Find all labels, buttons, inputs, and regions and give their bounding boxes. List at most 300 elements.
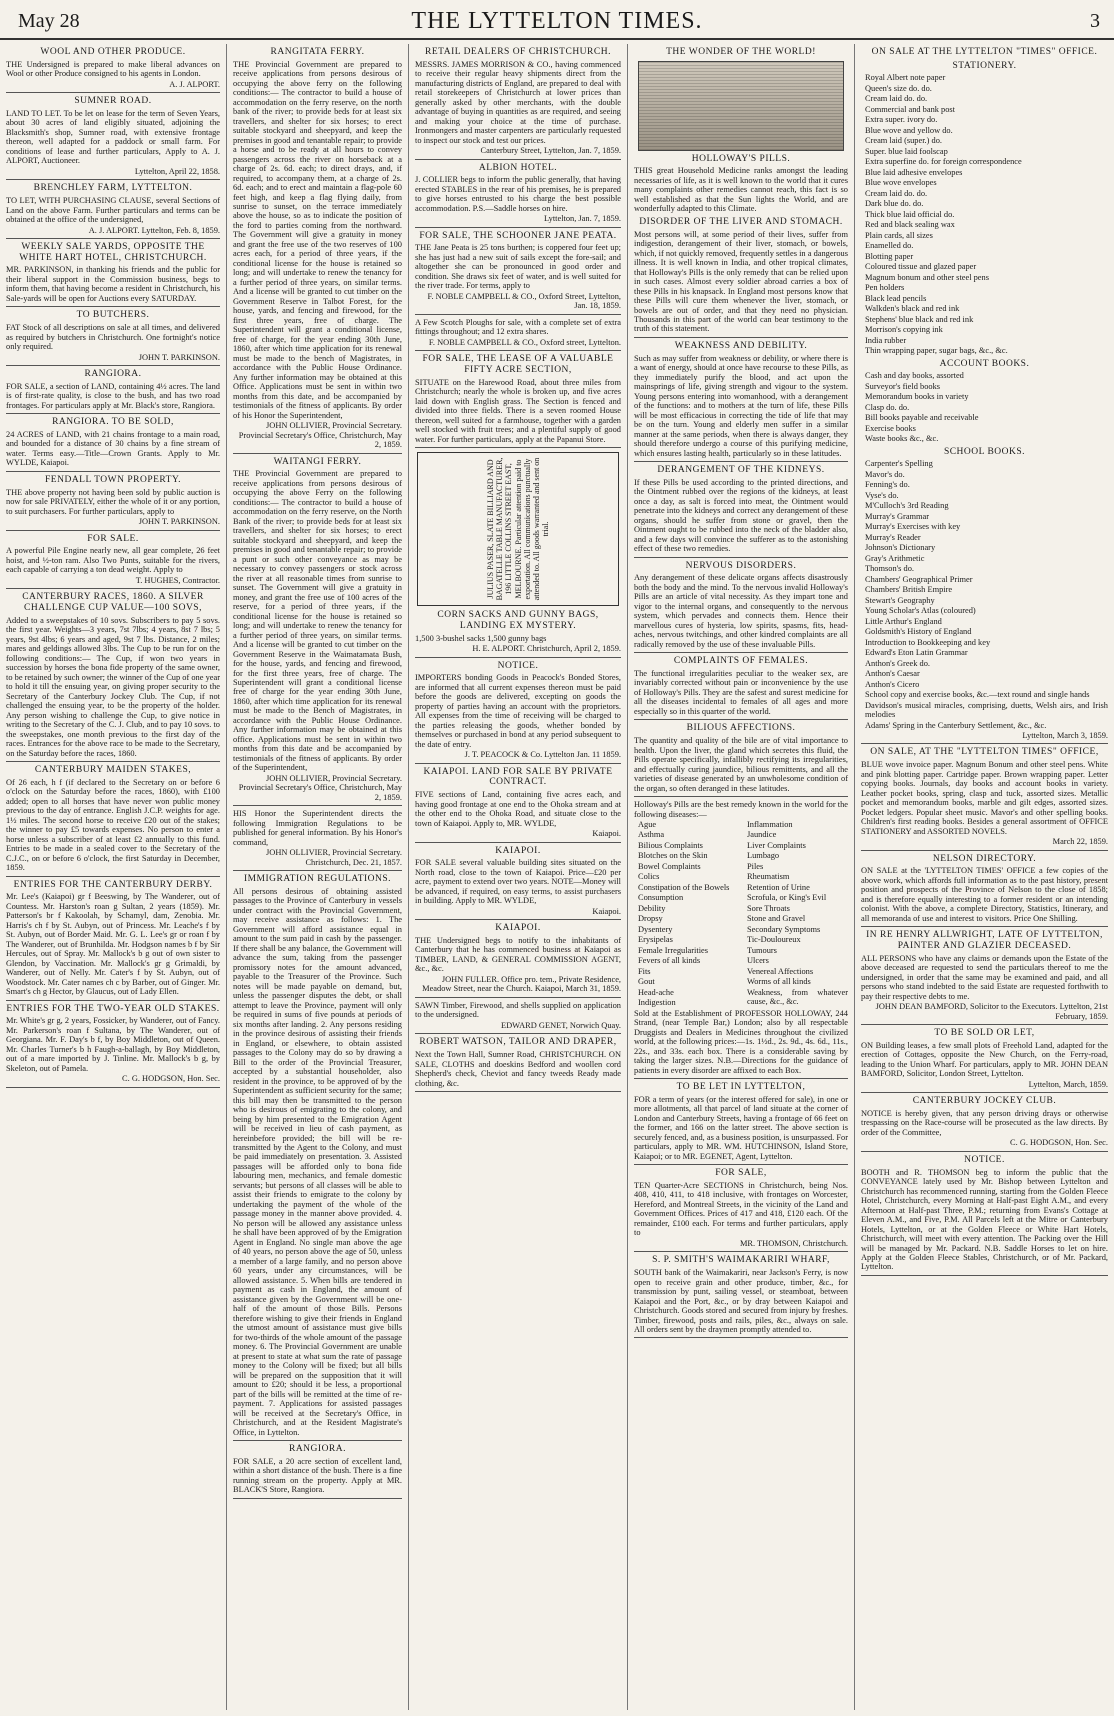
list-item: Queen's size do. do. xyxy=(865,83,932,93)
advertisement xyxy=(861,930,1108,1021)
ad-heading: CANTERBURY MAIDEN STAKES, xyxy=(34,765,192,775)
ad-body: MESSRS. JAMES MORRISON & CO., having commenced to receive their regular heavy shipments direct from the manufacturing districts of England, are prepared to deal with retail storekeepers of Christchurch at lower prices than generally asked by other merchants, with the double advantage of buying in quantities as are required, and seeing and making your choice at the time of purchase. Ironmongers and master carpenters are particularly requested to inspect our stock and test our prices. xyxy=(415,59,621,145)
rotated-advertisement xyxy=(417,452,619,606)
list-item: Chambers' British Empire xyxy=(865,585,953,595)
ad-body: SAWN Timber, Firewood, and shells supplied on application to the undersigned. xyxy=(415,1000,621,1020)
ad-body: THE Provincial Government are prepared to receive applications from persons desirous of occupying the above Ferry on the following conditions:— The contractor to build a house of accommodation on the ferry reserve, on the North Bank of the river; to provide beds for at least six travellers, and shelter for six horses; to erect suitable stockyard and sheepyard, and keep the premises in good and tenantable repair; to provide a punt or such other conveyance as may be necessary to convey passengers or stock across the river at all reasonable times from sunrise to sunset. The Government will give a gratuity in money, and grant the free use of 100 acres of the reserve, for a period of three years, if the conditional license for the house is retained so long; and will undertake to renew the tenancy for a further period of three years, on similar terms. And a license will be granted to cut timber on the Government Reserve in the Waimatamata Bush, for the house, yards, and fencing and firewood, for the first three years, free of charge. The Superintendent will grant a conditional license free of charge for the year ending 30th June, 1860, after which time application for its renewal must be made to the Bench of Magistrates, in accordance with the Public House Ordinance. Any further information may be obtained at this office. Applications must be sent in within two months from this date and be accompanied by testimonials of the fitness of applicants. By order of the Superintendent, xyxy=(233,469,402,773)
ad-signature: T. HUGHES, Contractor. xyxy=(135,575,220,585)
ad-signature: Kaiapoi. xyxy=(592,829,621,839)
ad-heading: NELSON DIRECTORY. xyxy=(932,853,1037,864)
newspaper-title: THE LYTTELTON TIMES. xyxy=(411,8,703,34)
list-item: Pen holders xyxy=(865,283,905,293)
rule xyxy=(634,1078,848,1079)
ad-body: Added to a sweepstakes of 10 sovs. Subscribers to pay 5 sovs. the first year. Weights—3 years, 7st 7lbs; 4 years, 8st 7 lbs; 5 years, 9st 4lbs; 6 years and aged, 9st 7 lbs. Distance, 2 miles; mares and geldings allowed 3lbs. The Cup to be run for on the following conditions:— The Cup, if won two years in succession by horses the bona fide property of the same owner, to be retained by such owner; the winner of the Cup of one year to hold it till the ensuing year, on giving proper security to the Secretary of the Canterbury Jockey Club. The Cup, if not challenged the ensuing year, to be the property of the holder. Any person wishing to challenge the Cup, to give notice in writing to the Secretary of the C. J. Club, and to pay 10 sovs. to the sweepstakes, one month previous to the first day of the races. Entrances for the above race to be made to the Secretary, on the Saturday before the races, 1860. xyxy=(6,615,220,758)
list-item: Piles xyxy=(747,861,764,871)
ad-heading: COMPLAINTS OF FEMALES. xyxy=(673,656,809,667)
ad-heading: IN RE HENRY ALLWRIGHT, LATE OF LYTTELTON, PAINTER AND GLAZIER DECEASED. xyxy=(866,930,1103,951)
ad-heading: NERVOUS DISORDERS. xyxy=(685,560,797,571)
list-item: Mavor's do. xyxy=(865,469,905,479)
ad-body: Any derangement of these delicate organs affects disastrously both the body and the mind. To the nervous invalid Holloway's Pills are an article of vital necessity. As they impart tone and vigor to the internal organs, and consequently to the nervous system, which pervades and connects them. Hence their marvellous cures of hysteria, low spirits, spasms, fits, head-aches, nervous twitchings, and other kindred complaints are all radically removed by the use of these invaluable Pills. xyxy=(634,573,848,649)
engraving-illustration xyxy=(638,61,844,151)
advertisement xyxy=(415,846,621,917)
ad-body: Most persons will, at some period of their lives, suffer from indigestion, derangement of their liver, stomach, or bowels, which, if not quickly removed, frequently settles in a dangerous illness. It is well known in India, and other tropical climates, that Holloway's Pills is the only remedy that can be relied upon in such cases. Almost every soldier abroad carries a box of these Pills in his knapsack. In England most persons know that these Pills will cure them whenever the liver, stomach, or bowels are out of order, and that they need no physician. Thousands in this part of the world can bear testimony to the truth of this statement. xyxy=(634,229,848,334)
rule xyxy=(415,1091,621,1092)
ad-heading: FOR SALE, THE LEASE OF A VALUABLE FIFTY ACRE SECTION, xyxy=(422,354,614,376)
ad-signature: Lyttelton, Jan. 7, 1859. xyxy=(544,214,621,224)
list-item: Magnum bonum and other steel pens xyxy=(865,272,989,282)
list-item: Ulcers xyxy=(747,956,769,966)
ad-heading: RETAIL DEALERS OF CHRISTCHURCH. xyxy=(425,47,611,57)
school-books-date: Lyttelton, March 3, 1859. xyxy=(1022,731,1108,740)
ad-body: FAT Stock of all descriptions on sale at all times, and delivered as required by butchers in Christchurch. One fortnight's notice only required. xyxy=(6,323,220,352)
list-item: School copy and exercise books, &c.—text round and single hands xyxy=(865,690,1090,700)
ad-body: THE above property not having been sold by public auction is now for sale PRIVATELY, either the whole of it or any portion, to suit purchasers. For further particulars, apply to xyxy=(6,487,220,516)
list-item: Retention of Urine xyxy=(747,882,810,892)
ad-signature: JOHN T. PARKINSON. xyxy=(138,352,220,362)
ad-heading: WEEKLY SALE YARDS, OPPOSITE THE WHITE HART HOTEL, CHRISTCHURCH. xyxy=(19,241,207,263)
list-item: Cream laid do. do. xyxy=(865,188,928,198)
ad-heading: ON SALE, AT THE "LYTTELTON TIMES" OFFICE, xyxy=(870,747,1099,758)
advertisement xyxy=(6,534,220,586)
list-item: Blotting paper xyxy=(865,251,914,261)
rule xyxy=(861,743,1108,744)
rule xyxy=(861,1024,1108,1025)
rule xyxy=(415,227,621,228)
list-item: Exercise books xyxy=(865,423,916,433)
list-item: Cream laid (super.) do. xyxy=(865,136,942,146)
ad-signature: C. G. HODGSON, Hon. Sec. xyxy=(1010,1138,1108,1148)
advertisement xyxy=(415,1001,621,1030)
list-item: Jaundice xyxy=(747,830,777,840)
rule xyxy=(861,1275,1108,1276)
advertisement xyxy=(6,183,220,235)
rule xyxy=(6,306,220,307)
list-item: Murray's Grammar xyxy=(865,511,930,521)
list-item: Erysipelas xyxy=(638,935,673,945)
ad-body: THE Jane Peata is 25 tons burthen; is coppered four feet up; she has just had a new suit of sails except the fore-sail; and altogether she can be pronounced in good order and condition. She draws six feet of water, and is well suited for the river trade. For terms, apply to xyxy=(415,243,621,291)
list-item: Anthon's Greek do. xyxy=(865,658,931,668)
list-item: Thomson's do. xyxy=(865,564,914,574)
list-item: Cream laid do. do. xyxy=(865,94,928,104)
ad-body: ON Building leases, a few small plots of Freehold Land, adapted for the erection of Cottages, opposite the New Church, on the Ferry-road, leading to the Union Wharf. For particulars, apply to MR. JOHN DEAN BAMFORD, Solicitor, London Street, Lyttelton. xyxy=(861,1040,1108,1079)
list-item: Secondary Symptoms xyxy=(747,924,821,934)
list-item: Bowel Complaints xyxy=(638,861,701,871)
column-4 xyxy=(627,44,854,1710)
ad-heading: CORN SACKS AND GUNNY BAGS, LANDING EX MYSTERY. xyxy=(437,610,599,631)
ad-body: THE Provincial Government are prepared to receive applications from persons desirous of occupying the above ferry on the following conditions:— The contractor to build a house of accommodation on the ferry reserve, on the north bank of the river; to provide beds for at least six travellers, and shelter for six horses; to erect suitable stockyard and sheepyard, and keep the premises in good and tenantable repair; to provide a horse and to be ready at all hours to convey passengers across the river on horseback at a charge of 2s. 6d. each; to direct drays, and, if required, to accompany them, at a charge of 2s. 6d. each; and to erect and maintain a flag-pole 60 feet high, and keep a flag flying daily, from sunrise to sunset, on the terrace immediately above the house, so as to indicate the position of the ford to parties coming from the northward. The Government will give a gratuity in money and grant the free use of the two reserves of 100 acres each, for a period of three years, if the conditional license for the house is retained so long; and will undertake to renew the tenancy for a further period of three years, on similar terms. And a license will be granted to cut timber on the Government Reserve in Talbot Forest, for the house, yards, and fencing and firewood, for the first three years, free of charge. The Superintendent will grant a conditional license, free of charge, for the year ending 30th June, 1860, after which time application for its renewal must be made to the bench of Magistrates, in accordance with the Public House Ordinance. Any further information may be obtained at this Office. Applications must be sent in within two months from this date, and be accompanied by testimonials of the fitness of applicants. By order of his Honor the Superintendent, xyxy=(233,59,402,420)
ad-signature: Kaiapoi. xyxy=(592,906,621,916)
list-item: Constipation of the Bowels xyxy=(638,882,730,892)
ad-body: NOTICE is hereby given, that any person driving drays or otherwise trespassing on the Race-course will be prosecuted as the law directs. By order of the Committee, xyxy=(861,1108,1108,1137)
diseases-right-list xyxy=(743,820,848,1009)
rule xyxy=(6,471,220,472)
list-item: Davidson's musical miracles, comprising, duetts, Welsh airs, and Irish melodies xyxy=(865,700,1108,720)
rule xyxy=(6,365,220,366)
rule xyxy=(634,1164,848,1165)
wonder-heading: THE WONDER OF THE WORLD! xyxy=(666,47,816,57)
list-item: Goldsmith's History of England xyxy=(865,627,972,637)
rule xyxy=(6,761,220,762)
list-item: Tic-Douloureux xyxy=(747,935,801,945)
ad-signature: MR. THOMSON, Christchurch. xyxy=(739,1238,848,1248)
list-item: Debility xyxy=(638,903,666,913)
list-item: Murray's Exercises with key xyxy=(865,522,961,532)
ad-heading: KAIAPOI. xyxy=(495,923,541,934)
rule xyxy=(6,92,220,93)
rule xyxy=(6,1000,220,1001)
rule xyxy=(861,1151,1108,1152)
rule xyxy=(861,926,1108,927)
advertisement xyxy=(634,217,848,334)
ad-heading: ENTRIES FOR THE CANTERBURY DERBY. xyxy=(13,879,213,890)
ad-body: If these Pills be used according to the printed directions, and the Ointment rubbed over the regions of the kidneys, at least once a day, as salt is forced into meat, the Ointment would penetrate into the kidneys and correct any derangement of these organs, should he suffer from stone or gravel, then the Ointment ought to be rubbed into the neck of the bladder also, and a few days will convince the sufferer as to the astonishing effect of these two remedies. xyxy=(634,477,848,554)
ad-heading: RANGIORA. xyxy=(84,369,142,380)
rule xyxy=(634,1337,848,1338)
rule xyxy=(233,453,402,454)
ad-heading: TO BUTCHERS. xyxy=(76,310,150,321)
list-item: Consumption xyxy=(638,893,684,903)
list-item: Thick blue laid official do. xyxy=(865,209,955,219)
ad-body: TEN Quarter-Acre SECTIONS in Christchurch, being Nos. 408, 410, 411, to 418 inclusive, with frontages on Worcester, Hereford, and Montreal Streets, in the vicinity of the Land and Government Offices. Prices of 417 and 418, £120 each. Of the remainder, £100 each. For terms and further particulars, apply to xyxy=(634,1180,848,1238)
ad-heading: TO BE LET IN LYTTELTON, xyxy=(676,1082,806,1093)
rule xyxy=(415,657,621,658)
ad-body: All persons desirous of obtaining assisted passages to the Province of Canterbury in vessels under contract with the Provincial Government, may receive assistance as follows: 1. The Government will afford assistance equal in amount to the sum paid in cash by the passenger. If there shall be any balance, the Government will advance the sum, taking from the passenger promissory notes for the amount advanced, payable to the Treasurer of the Province. Such notes will be made payable on demand, but, unless the passenger disputes the debt, or shall attempt to leave the Province, payment will only be required in sums of five pounds at periods of six months after landing. 2. Any persons residing in the province desirous of assisting their friends in England, or elsewhere, to obtain assisted passages to the Colony may do so by drawing a Bill to the order of the Provincial Treasurer, accepted by a substantial householder, also resident in the province, to be approved of by the Superintendent as sufficient security for the same; this bill may then be transmitted to the person who is desirous of emigrating to the colony, and being by him presented to the Emigration Agent will be received in lieu of cash payment, as hereinbefore provided; the bill will be re-transmitted by the Agent to the Colony, and must be paid immediately on presentation. 3. Assisted passages will be afforded only to bona fide labouring men, mechanics, and female domestic servants; but persons of all classes will be able to assist their friends to emigrate to the colony by undertaking the payment of the whole of the passage money in the manner above provided. 4. No person will be allowed any assistance unless he shall have been approved of by the Emigration Agent in England. No single man above the age of 40 years, no person above the age of 50, unless a member of a large family, and no person above 60 years, under any circumstances, will be allowed assistance. 5. When bills are tendered in payment as cash in England, the amount of assistance given by the Government will be one-half of the amount of those Bills. Persons therefore wishing to give their friends in England the utmost amount of assistance must give bills for two-thirds of the whole amount of the passage money. 6. The Provincial Government are unable at present to state at what sum the rate of passage money to the Colony will be fixed; but all bills will be prepared on the supposition that it will amount to £20; should it be less, a proportional part of the bills will be remitted at the time of re-payment. 7. Applications for assisted passages will be received at the Secretary's Office, in Christchurch, and at the Resident Magistrate's Office, in Lyttelton. xyxy=(233,886,402,1437)
ad-body: The functional irregularities peculiar to the weaker sex, are invariably corrected without pain or inconvenience by the use of Holloway's Pills. They are the safest and surest medicine for all the diseases incidental to females of all ages and more especially so in this quarter of the world. xyxy=(634,668,848,716)
ad-body: Mr. White's gr g, 2 years, Fossicker, by Wanderer, out of Fancy. Mr. Parkerson's roan f Sultana, by The Wanderer, out of Georgiana. Mr. F. Day's b f, by Boy Middleton, out of Queen. Mr. Charles Turner's b h Faugh-a-ballagh, by Boy Middleton, out of a mare imported by J. Tinline. Mr. Mallock's b g, by Skeleton, out of Pamela. xyxy=(6,1016,220,1073)
rule xyxy=(415,159,621,160)
list-item: Gout xyxy=(638,977,655,987)
ad-body: ON SALE at the 'LYTTELTON TIMES' OFFICE a few copies of the above work, which affords full information as to the past history, present position and prospects of the Province of Nelson to the close of 1858; and is therefore equally interesting to a former resident or an intending colonist. With the above, a complete Directory, Statistics, Itinerary, and all memoranda of use and interest to visitors. Price One Shilling. xyxy=(861,866,1108,923)
ad-body: J. COLLIER begs to inform the public generally, that having erected STABLES in the rear of his premises, he is prepared to give horses entrusted to his charge the best possible accommodation. P.S.—Saddle horses on hire. xyxy=(415,175,621,213)
ad-heading: DERANGEMENT OF THE KIDNEYS. xyxy=(657,465,825,476)
list-item: Venereal Affections xyxy=(747,966,814,976)
list-item: Anthon's Caesar xyxy=(865,669,920,679)
list-item: Gray's Arithmetic xyxy=(865,553,925,563)
advertisement xyxy=(415,767,621,839)
advertisement xyxy=(233,1444,402,1495)
rule xyxy=(861,1092,1108,1093)
list-item: Chambers' Geographical Primer xyxy=(865,574,973,584)
list-item: Introduction to Bookkeeping and key xyxy=(865,637,991,647)
list-item: Anthon's Cicero xyxy=(865,679,920,689)
masthead xyxy=(0,0,1114,40)
advertisement xyxy=(634,656,848,716)
rule xyxy=(861,850,1108,851)
ad-signature: F. NOBLE CAMPBELL & CO., Oxford street, Lyttelton. xyxy=(428,337,621,347)
list-item: Worms of all kinds xyxy=(747,977,811,987)
school-books-heading: SCHOOL BOOKS. xyxy=(943,446,1026,457)
advertisement xyxy=(6,765,220,873)
advertisement xyxy=(861,1096,1108,1148)
list-item: Surveyor's field books xyxy=(865,381,941,391)
ad-signature: Lyttelton, March, 1859. xyxy=(1028,1079,1108,1089)
list-item: Bilious Complaints xyxy=(638,840,703,850)
list-item: Head-ache xyxy=(638,987,674,997)
rule xyxy=(634,652,848,653)
ad-heading: RANGITATA FERRY. xyxy=(270,47,365,57)
list-item: Bill books payable and receivable xyxy=(865,413,979,423)
list-item: Coloured tissue and glazed paper xyxy=(865,262,977,272)
list-item: Royal Albert note paper xyxy=(865,73,946,83)
rotated-advertisement-text: JULIUS PASER, SLATE BILLIARD AND BAGATELLE TABLE MANUFACTURER, 196 LITTLE COLLINS STREET EAST, MELBOURNE. Particular attention paid to exportation. All communications punctually attended to. All goods warranted and sent on trial. xyxy=(485,457,550,601)
list-item: Extra superfine do. for foreign correspondence xyxy=(865,157,1022,167)
ad-heading: KAIAPOI. LAND FOR SALE BY PRIVATE CONTRACT. xyxy=(423,766,613,788)
ad-body: A Few Scotch Ploughs for sale, with a complete set of extra fittings throughout; and 12 extra shares. xyxy=(415,317,621,337)
rule xyxy=(634,1251,848,1252)
list-item: Stone and Gravel xyxy=(747,914,806,924)
ad-heading: DISORDER OF THE LIVER AND STOMACH. xyxy=(639,216,843,227)
advertisement xyxy=(233,809,402,867)
ad-body: FOR SALE, a section of LAND, containing 4½ acres. The land is of first-rate quality, is close to the bush, and has two road frontages. For particulars apply at Mr. Black's store, Rangiora. xyxy=(6,381,220,410)
ad-body: BLUE wove invoice paper. Magnum Bonum and other steel pens. White and pink blotting paper. Cartridge paper. Brown wrapping paper. Letter copying books. Journals, day books and account books in variety. Leather pocket books, spring, clasp and tuck, assorted sizes. Metallic pocket and memorandum books, marble and gilt edges, assorted sizes. Pocket ledgers. Popular sheet music. Mavor's and other spelling books. Children's first reading books. Besides a general assortment of OFFICE STATIONERY and ASSORTED NOVELS. xyxy=(861,760,1108,836)
list-item: Blue laid adhesive envelopes xyxy=(865,167,963,177)
ad-signature: J. T. PEACOCK & Co. Lyttelton Jan. 11 1859. xyxy=(464,750,621,760)
holloway-sold: Sold at the Establishment of PROFESSOR HOLLOWAY, 244 Strand, (near Temple Bar,) London; also by all respectable Druggists and Dealers in Medicines throughout the civilized world, at the following prices:—1s. 1½d., 2s. 9d., 4s. 6d., 11s., 22s., and 33s. each box. There is a considerable saving by taking the larger sizes. N.B.—Directions for the guidance of patients in every disorder are affixed to each Box. xyxy=(634,1008,848,1075)
column-5 xyxy=(854,44,1114,1710)
list-item: Edward's Eton Latin Grammar xyxy=(865,648,968,658)
advertisement xyxy=(634,1255,848,1334)
rule xyxy=(415,997,621,998)
ad-body: IMPORTERS bonding Goods in Peacock's Bonded Stores, are informed that all current expenses thereon must be paid before the goods are delivered, excepting on goods the property of parties having an account with the proprietors. All expenses from the time of receiving will be charged to the parties releasing the goods, whether bonded by themselves or purchased in bond at any period subsequent to the date of entry. xyxy=(415,673,621,749)
list-item: Dysentery xyxy=(638,924,673,934)
advertisement xyxy=(415,163,621,224)
advertisement xyxy=(6,369,220,410)
ad-signature: JOHN OLLIVIER, Provincial Secretary. Provincial Secretary's Office, Christchurch, May 2, 1859. xyxy=(238,421,402,450)
advertisement xyxy=(233,874,402,1437)
ad-body: FOR SALE several valuable building sites situated on the North road, close to the town of Kaiapoi. Price—£20 per acre, payment to extend over two years. NOTE—Money will be advanced, if required, on easy terms, to assist purchasers in building. Apply to MR. WYLDE, xyxy=(415,858,621,906)
list-item: Walkden's black and red ink xyxy=(865,304,960,314)
rule xyxy=(415,350,621,351)
advertisement xyxy=(6,242,220,303)
ad-signature: EDWARD GENET, Norwich Quay. xyxy=(500,1020,621,1030)
advertisement xyxy=(6,310,220,362)
rule xyxy=(6,179,220,180)
ad-signature: H. E. ALPORT. Christchurch, April 2, 1859. xyxy=(472,644,621,654)
diseases-intro: Holloway's Pills are the best remedy known in the world for the following diseases:— xyxy=(634,800,848,819)
rule xyxy=(6,876,220,877)
ad-body: Of 26 each, h f (if declared to the Secretary on or before 6 o'clock on the Saturday before the races, 1860), with £100 added; open to all horses that have never won public money previous to the day of entrance. English J.C.P. weights for age. 1½ miles. The second horse to receive £20 out of the stakes; the winner to pay £5 towards expenses. No person to enter a horse unless a subscriber of at least £2 annually to this fund. Entries to be made in a sealed cover to the Secretary of the C.J.C., on or before 6 o'clock, the first Saturday in December, 1859. xyxy=(6,777,220,873)
advertisement xyxy=(415,318,621,347)
diseases-left-list xyxy=(634,820,739,1009)
advertisement xyxy=(634,723,848,793)
list-item: Blue wove and yellow do. xyxy=(865,125,953,135)
advertisement xyxy=(6,475,220,527)
ad-heading: FOR SALE. xyxy=(87,533,139,544)
ad-signature: March 22, 1859. xyxy=(1052,837,1108,847)
advertisement xyxy=(6,417,220,468)
holloway-intro: THIS great Household Medicine ranks amongst the leading necessaries of life, as it is well known to the world that it cures many complaints other remedies cannot reach, this fact is so well established as that the Sun lights the World, and are wonderfully adapted to this Climate. xyxy=(634,166,848,214)
account-books-list xyxy=(861,371,1108,443)
issue-date: May 28 xyxy=(18,10,80,32)
ad-body: ALL PERSONS who have any claims or demands upon the Estate of the above deceased are requested to send the particulars thereof to me the undersigned, in order that the same may be examined and paid, and all persons who stand indebted to the said Estate are requested forthwith to pay their respective debts to me. xyxy=(861,953,1108,1001)
list-item: Female Irregularities xyxy=(638,945,708,955)
ad-heading: RANGIORA. TO BE SOLD, xyxy=(52,417,174,428)
ad-body: FIVE sections of Land, containing five acres each, and having good frontage at one end to the Ohoka stream and at the other end to the Ohoka Road, and situate close to the town of Kaiapoi. Apply to, MR. WYLDE, xyxy=(415,790,621,828)
ad-heading: FENDALL TOWN PROPERTY. xyxy=(45,474,181,485)
advertisement xyxy=(861,1155,1108,1272)
list-item: Vyse's do. xyxy=(865,490,899,500)
ad-heading: FOR SALE, xyxy=(715,1168,767,1179)
ad-heading: ROBERT WATSON, TAILOR AND DRAPER, xyxy=(419,1037,617,1048)
ad-body: FOR SALE, a 20 acre section of excellent land, within a short distance of the bush. There is a fine running stream on the property. Apply at MR. BLACK'S Store, Rangiora. xyxy=(233,1456,402,1495)
ad-heading: NOTICE. xyxy=(964,1154,1005,1165)
advertisement xyxy=(415,47,621,156)
ad-body: Next the Town Hall, Sumner Road, CHRISTCHURCH. ON SALE, CLOTHS and doeskins Bedford and woollen cord Shepherd's check, Cheviot and fancy tweeds Ready made clothing, &c. xyxy=(415,1050,621,1088)
ad-heading: KAIAPOI. xyxy=(495,845,541,856)
list-item: Fevers of all kinds xyxy=(638,956,701,966)
ad-heading: BRENCHLEY FARM, LYTTELTON. xyxy=(33,183,193,194)
rule xyxy=(233,870,402,871)
advertisement xyxy=(6,1004,220,1084)
ad-body: FOR a term of years (or the interest offered for sale), in one or more allotments, all that parcel of land situate at the corner of London and Canterbury Streets, having a frontage of 66 feet on the former, and 166 on the latter street. The above section is securely fenced, and, as a business position, is unsurpassed. For particulars, apply to MR. WM. HUTCHINSON, Island Store, Kaiapoi; or to MR. EGENET, Agent, Lyttelton. xyxy=(634,1094,848,1161)
list-item: Sore Throats xyxy=(747,903,790,913)
rule xyxy=(634,557,848,558)
list-item: Extra super. ivory do. xyxy=(865,115,938,125)
list-item: Stephens' blue black and red ink xyxy=(865,314,974,324)
list-item: Commercial and bank post xyxy=(865,104,956,114)
rule xyxy=(233,1498,402,1499)
ad-signature: JOHN OLLIVIER, Provincial Secretary. Provincial Secretary's Office, Christchurch, May 2, 1859. xyxy=(238,773,402,802)
list-item: Inflammation xyxy=(747,820,793,829)
list-item: Stewart's Geography xyxy=(865,595,935,605)
ad-body: 1,500 3-bushel sacks 1,500 gunny bags xyxy=(415,633,547,643)
advertisement xyxy=(634,1168,848,1248)
stationery-heading: ON SALE AT THE LYTTELTON "TIMES" OFFICE. xyxy=(871,47,1098,57)
list-item: Fits xyxy=(638,966,651,976)
list-item: M'Culloch's 3rd Reading xyxy=(865,501,949,511)
ad-heading: IMMIGRATION REGULATIONS. xyxy=(243,874,392,885)
list-item: Memorandum books in variety xyxy=(865,392,969,402)
list-item: Murray's Reader xyxy=(865,532,921,542)
list-item: Enamelled do. xyxy=(865,241,914,251)
advertisement xyxy=(861,1028,1108,1089)
ad-body: A powerful Pile Engine nearly new, all gear complete, 26 feet hoist, and ½-ton ram. Also Two Punts, suitable for the rivers, each capable of carrying a ton dead weight. Apply to xyxy=(6,546,220,575)
rule xyxy=(415,1033,621,1034)
list-item: Tumours xyxy=(747,945,777,955)
list-item: Colics xyxy=(638,872,660,882)
column-1 xyxy=(0,44,226,1710)
advertisement xyxy=(415,610,621,653)
stationery-list xyxy=(861,73,1108,355)
ad-heading: BILIOUS AFFECTIONS. xyxy=(686,723,796,734)
advertisement xyxy=(415,661,621,760)
list-item: Carpenter's Spelling xyxy=(865,459,933,469)
list-item: Morrison's copying ink xyxy=(865,325,943,335)
list-item: Lumbago xyxy=(747,851,780,861)
page-number: 3 xyxy=(1090,10,1100,32)
advertisement xyxy=(6,880,220,997)
rule xyxy=(415,447,621,448)
rule xyxy=(6,238,220,239)
ad-signature: Lyttelton, April 22, 1858. xyxy=(134,166,220,176)
advertisement xyxy=(233,457,402,803)
column-2 xyxy=(226,44,408,1710)
ad-signature: JOHN T. PARKINSON. xyxy=(138,517,220,527)
list-item: Weakness, from whatever cause, &c., &c. xyxy=(747,987,848,1007)
ad-body: TO LET, WITH PURCHASING CLAUSE, several Sections of Land on the above Farm. Further particulars and terms can be obtained at the office of the undersigned, xyxy=(6,196,220,225)
advertisement xyxy=(634,1082,848,1161)
list-item: Adams' Spring in the Canterbury Settlement, &c., &c. xyxy=(865,720,1047,730)
ad-signature: JOHN DEAN BAMFORD, Solicitor to the Executors. Lyttelton, 21st February, 1859. xyxy=(875,1002,1108,1021)
list-item: Fenning's do. xyxy=(865,480,910,490)
advertisement xyxy=(6,592,220,758)
list-item: Waste books &c., &c. xyxy=(865,434,939,444)
list-item: Thin wrapping paper, sugar bags, &c., &c. xyxy=(865,346,1008,356)
list-item: Super. blue laid foolscap xyxy=(865,146,948,156)
ad-body: SOUTH bank of the Waimakariri, near Jackson's Ferry, is now open to receive grain and other produce, timber, &c., for transmission by punt, sailing vessel, or steamboat, between Kaiapoi and the Port, &c., or by dray between Kaiapoi and Christchurch. Goods stored and secured from injury by freshes. Timber, firewood, posts and rails, piles, &c., always on sale. All orders sent by the draymen promptly attended to. xyxy=(634,1268,848,1334)
ad-body: The quantity and quality of the bile are of vital importance to health. Upon the liver, the gland which secretes this fluid, the Pills operate specifically, infallibly rectifying its irregularities, and effectually curing jaundice, bilious remittents, and all the varieties of disease generated by an unwholesome condition of the organ, so often deranged in these latitudes. xyxy=(634,736,848,793)
rule xyxy=(233,1440,402,1441)
ad-heading: CANTERBURY RACES, 1860. A SILVER CHALLENGE CUP VALUE—100 SOVS, xyxy=(22,592,204,613)
list-item: Black lead pencils xyxy=(865,293,927,303)
advertisement xyxy=(415,231,621,311)
rule xyxy=(634,719,848,720)
rule xyxy=(634,461,848,462)
list-item: Little Arthur's England xyxy=(865,616,942,626)
ad-heading: S. P. SMITH'S WAIMAKARIRI WHARF, xyxy=(652,1255,830,1266)
advertisement xyxy=(634,341,848,458)
list-item: Scrofula, or King's Evil xyxy=(747,893,827,903)
rule xyxy=(6,588,220,589)
rule xyxy=(6,1087,220,1088)
list-item: Clasp do. do. xyxy=(865,402,910,412)
advertisement xyxy=(634,561,848,650)
list-item: Dark blue do. do. xyxy=(865,199,924,209)
rule xyxy=(634,796,848,797)
list-item: Dropsy xyxy=(638,914,663,924)
list-item: Blue wove envelopes xyxy=(865,178,937,188)
advertisement xyxy=(861,747,1108,846)
ad-heading: ENTRIES FOR THE TWO-YEAR OLD STAKES. xyxy=(6,1003,220,1014)
ad-heading: WEAKNESS AND DEBILITY. xyxy=(674,340,808,351)
column-3 xyxy=(408,44,627,1710)
advertisement xyxy=(415,923,621,994)
ad-heading: ALBION HOTEL. xyxy=(478,162,558,173)
list-item: Blotches on the Skin xyxy=(638,851,708,861)
ad-heading: WOOL AND OTHER PRODUCE. xyxy=(40,47,186,57)
ad-signature: Canterbury Street, Lyttelton, Jan. 7, 1859. xyxy=(480,146,621,156)
ad-signature: JOHN FULLER. Office pro. tem., Private Residence, Meadow Street, near the Church. Kaiapoi, March 31, 1859. xyxy=(422,974,621,994)
ad-body: SITUATE on the Harewood Road, about three miles from Christchurch; nearly the whole is broken up, and five acres laid down with English grass. The Section is fenced and divided into three fields. There is a seven roomed House thereon, well suited for a farmhouse, together with a garden well stocked with fruit trees; and a plentiful supply of good water. For further particulars, apply at the Papanui Store. xyxy=(415,377,621,444)
list-item: Johnson's Dictionary xyxy=(865,543,936,553)
ad-signature: A. J. ALPORT. xyxy=(169,79,220,89)
ad-heading: TO BE SOLD OR LET, xyxy=(934,1028,1035,1039)
ad-body: Such as may suffer from weakness or debility, or where there is a want of energy, should at once have recourse to these Pills, as they immediately purify the blood, and act upon the mainsprings of life, giving strength and vigour to the system. Young persons entering into womanhood, with a derangement of the functions: and to mothers at the turn of life, these Pills will be most efficacious in correcting the tide of life that may be on the turn. Young and elderly men suffer in a similar manner at the same periods, when there is always danger, they should therefore undergo a course of this purifying medicine, which ensures lasting health, particularly so in these latitudes. xyxy=(634,353,848,458)
advertisement xyxy=(233,47,402,450)
advertisement xyxy=(6,47,220,89)
advertisement xyxy=(861,854,1108,924)
list-item: India rubber xyxy=(865,335,907,345)
rule xyxy=(415,314,621,315)
ad-body: THE Undersigned begs to notify to the inhabitants of Canterbury that he has commenced business at Kaiapoi as TIMBER, LAND, & GENERAL COMMISSION AGENT, &c., &c. xyxy=(415,935,621,974)
rule xyxy=(415,919,621,920)
rule xyxy=(634,337,848,338)
ad-heading: CANTERBURY JOCKEY CLUB. xyxy=(912,1096,1057,1107)
advertisement xyxy=(6,96,220,176)
ad-signature: JOHN OLLIVIER, Provincial Secretary. Christchurch, Dec. 21, 1857. xyxy=(266,848,402,867)
ad-body: LAND TO LET. To be let on lease for the term of Seven Years, about 30 acres of land eligibly situated, adjoining the Blacksmith's shop, Sumner road, with extensive frontage thereon, well adapted for a paddock or small farm. For conditions of lease and further particulars, Apply to A. J. ALPORT, Auctioneer. xyxy=(6,108,220,166)
list-item: Ague xyxy=(638,820,657,829)
list-item: Cash and day books, assorted xyxy=(865,371,964,381)
ad-body: HIS Honor the Superintendent directs the following Immigration Regulations to be published for general information. By his Honor's command, xyxy=(233,809,402,847)
ad-body: Mr. Lee's (Kaiapoi) gr f Beeswing, by The Wanderer, out of Countess. Mr. Harston's roan g Sultan, 2 years (1859). Mr. Patterson's br f Kakoolah, by Schamyl, dam, Zenobia. Mr. Harris's ch f by St. Aubyn, out of Princess. Mr. Leache's f by St. Aubyn, out of Border Maid. Mr. G. L. Lee's gr or roan f by The Wanderer, out of Brunhilda. Mr. Hodgson names b f by Sir Hercules, out of Spray. Mr. Mallock's b g out of own sister to Glendon, by Vaccination. Mr. Mallock's gr g Grimaldi, by Wanderer, out of Nelly. Mr. Cater's f by St. Aubyn, out of Woodstock. Mr. Cater names ch c by Barber, out of Ginger. Mr. Smart's ch g Hector, by Glaucus, out of Lady Ellen. xyxy=(6,892,220,997)
school-books-list xyxy=(861,459,1108,730)
list-item: Young Scholar's Atlas (coloured) xyxy=(865,606,976,616)
ad-body: MR. PARKINSON, in thanking his friends and the public for their liberal support in the Commission business, begs to inform them, that having become a resident in Christchurch, his Sale-yards will be open for Auctions every SATURDAY. xyxy=(6,265,220,303)
ad-heading: WAITANGI FERRY. xyxy=(273,456,362,467)
rule xyxy=(233,805,402,806)
advertisement xyxy=(415,1037,621,1088)
